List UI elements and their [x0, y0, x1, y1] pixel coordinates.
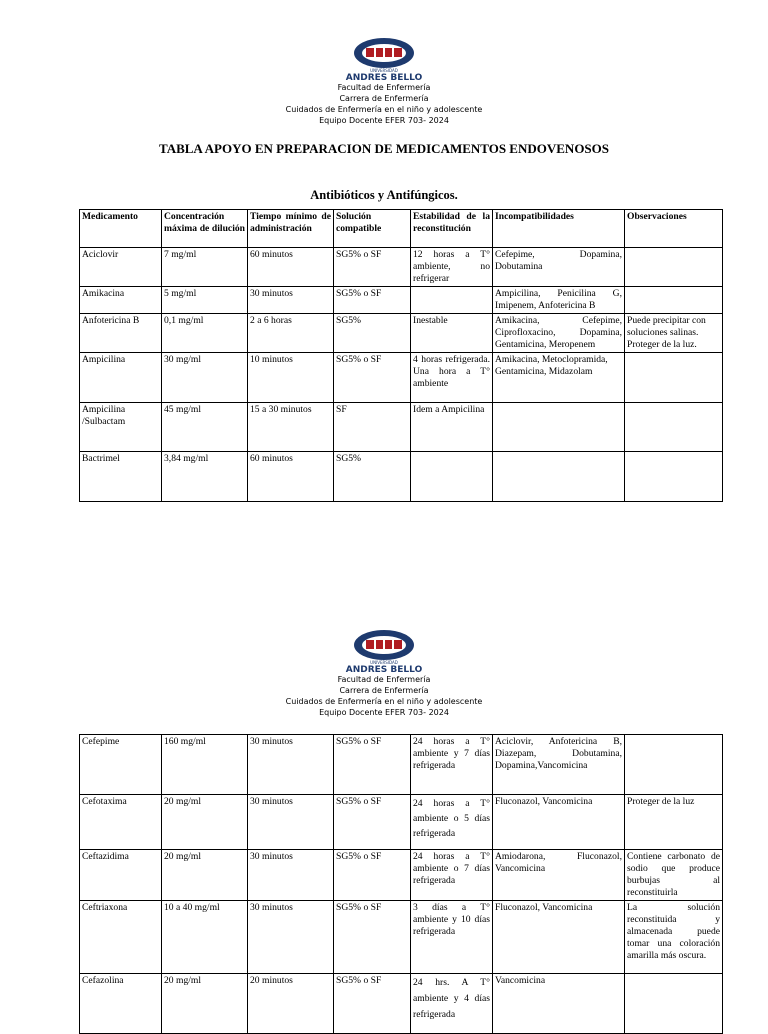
- cell-time: 60 minutos: [248, 248, 334, 287]
- cell-conc: 45 mg/ml: [162, 403, 248, 452]
- cell-sol: SG5%: [334, 452, 411, 502]
- table-row: [80, 901, 723, 974]
- cell-med: Ceftazidima: [80, 850, 162, 901]
- cell-sol: SG5% o SF: [334, 735, 411, 795]
- cell-stab: 24 horas a T° ambiente y 7 días refrigerada: [411, 735, 493, 795]
- cell-obs: [625, 287, 723, 314]
- cell-time: 2 a 6 horas: [248, 314, 334, 353]
- cell-conc: 30 mg/ml: [162, 353, 248, 403]
- cell-incomp: Amiodarona, Fluconazol, Vancomicina: [493, 850, 625, 901]
- table-row: [80, 353, 723, 403]
- cell-med: Amikacina: [80, 287, 162, 314]
- cell-med: Cefotaxima: [80, 795, 162, 850]
- page-header-2: [0, 628, 768, 718]
- table-row: [80, 248, 723, 287]
- cell-conc: 5 mg/ml: [162, 287, 248, 314]
- table-row: [80, 795, 723, 850]
- cell-obs: [625, 248, 723, 287]
- cell-med: Ceftriaxona: [80, 901, 162, 974]
- team-line: Equipo Docente EFER 703- 2024: [319, 708, 449, 717]
- cell-sol: SG5% o SF: [334, 248, 411, 287]
- cell-obs: [625, 403, 723, 452]
- page-header: [0, 36, 768, 126]
- cell-incomp: Vancomicina: [493, 974, 625, 1034]
- cell-obs: La solución reconstituida y almacenada puede tomar una coloración amarilla más oscura.: [625, 901, 723, 974]
- career-line: Carrera de Enfermería: [339, 94, 429, 103]
- cell-stab: 3 días a T° ambiente y 10 días refrigerada: [411, 901, 493, 974]
- cell-stab: 4 horas refrigerada. Una hora a T° ambiente: [411, 353, 493, 403]
- svg-text:ANDRES BELLO: ANDRES BELLO: [345, 73, 423, 82]
- col-header: Solución compatible: [334, 210, 411, 248]
- cell-conc: 7 mg/ml: [162, 248, 248, 287]
- cell-sol: SG5% o SF: [334, 850, 411, 901]
- career-line: Carrera de Enfermería: [339, 686, 429, 695]
- cell-incomp: Fluconazol, Vancomicina: [493, 795, 625, 850]
- svg-text:UNIVERSIDAD: UNIVERSIDAD: [370, 68, 398, 73]
- cell-conc: 20 mg/ml: [162, 850, 248, 901]
- cell-conc: 10 a 40 mg/ml: [162, 901, 248, 974]
- cell-obs: [625, 353, 723, 403]
- table-row: [80, 974, 723, 1034]
- cell-stab: 24 horas a T° ambiente o 7 días refrigerada: [411, 850, 493, 901]
- col-header: Estabilidad de la reconstitución: [411, 210, 493, 248]
- cell-med: Cefepime: [80, 735, 162, 795]
- cell-conc: 3,84 mg/ml: [162, 452, 248, 502]
- cell-sol: SG5% o SF: [334, 795, 411, 850]
- cell-obs: Proteger de la luz: [625, 795, 723, 850]
- document-title: TABLA APOYO EN PREPARACION DE MEDICAMENTOS ENDOVENOSOS: [159, 141, 609, 156]
- section-subtitle: Antibióticos y Antifúngicos.: [310, 188, 458, 202]
- cell-time: 20 minutos: [248, 974, 334, 1034]
- cell-obs: Contiene carbonato de sodio que produce burbujas al reconstituirla: [625, 850, 723, 901]
- svg-text:ANDRES BELLO: ANDRES BELLO: [345, 665, 423, 674]
- cell-sol: SG5% o SF: [334, 901, 411, 974]
- cell-incomp: Fluconazol, Vancomicina: [493, 901, 625, 974]
- cell-obs: [625, 452, 723, 502]
- cell-med: Aciclovir: [80, 248, 162, 287]
- cell-med: Anfotericina B: [80, 314, 162, 353]
- cell-sol: SG5%: [334, 314, 411, 353]
- cell-incomp: Ampicilina, Penicilina G, Imipenem, Anfotericina B: [493, 287, 625, 314]
- cell-med: Ampicilina /Sulbactam: [80, 403, 162, 452]
- cell-med: Ampicilina: [80, 353, 162, 403]
- cell-obs: [625, 974, 723, 1034]
- col-header: Incompatibilidades: [493, 210, 625, 248]
- table-row: [80, 735, 723, 795]
- col-header: Observaciones: [625, 210, 723, 248]
- cell-stab: Idem a Ampicilina: [411, 403, 493, 452]
- cell-time: 15 a 30 minutos: [248, 403, 334, 452]
- col-header: Medicamento: [80, 210, 162, 248]
- cell-sol: SF: [334, 403, 411, 452]
- cell-incomp: Amikacina, Metoclopramida, Gentamicina, Midazolam: [493, 353, 625, 403]
- cell-incomp: Cefepime, Dopamina, Dobutamina: [493, 248, 625, 287]
- cell-time: 30 minutos: [248, 901, 334, 974]
- cell-conc: 160 mg/ml: [162, 735, 248, 795]
- table-row: [80, 452, 723, 502]
- course-line: Cuidados de Enfermería en el niño y adolescente: [285, 697, 483, 706]
- cell-stab: Inestable: [411, 314, 493, 353]
- col-header: Tiempo mínimo de administración: [248, 210, 334, 248]
- faculty-line: Facultad de Enfermería: [337, 675, 431, 684]
- cell-sol: SG5% o SF: [334, 974, 411, 1034]
- cell-obs: [625, 735, 723, 795]
- cell-time: 60 minutos: [248, 452, 334, 502]
- cell-incomp: Aciclovir, Anfotericina B, Diazepam, Dobutamina, Dopamina,Vancomicina: [493, 735, 625, 795]
- table-row: [80, 287, 723, 314]
- medication-table-2: [79, 734, 723, 1034]
- cell-stab: 24 horas a T° ambiente o 5 días refrigerada: [411, 795, 493, 850]
- course-line: Cuidados de Enfermería en el niño y adolescente: [285, 105, 483, 114]
- cell-med: Bactrimel: [80, 452, 162, 502]
- university-logo: [329, 628, 439, 674]
- table-row: [80, 850, 723, 901]
- cell-time: 30 minutos: [248, 850, 334, 901]
- cell-incomp: [493, 452, 625, 502]
- table-header-row: [80, 210, 723, 248]
- table-row: [80, 314, 723, 353]
- cell-time: 10 minutos: [248, 353, 334, 403]
- cell-stab: [411, 452, 493, 502]
- svg-text:UNIVERSIDAD: UNIVERSIDAD: [370, 660, 398, 665]
- cell-conc: 20 mg/ml: [162, 795, 248, 850]
- university-logo: [329, 36, 439, 82]
- cell-sol: SG5% o SF: [334, 287, 411, 314]
- cell-med: Cefazolina: [80, 974, 162, 1034]
- cell-conc: 0,1 mg/ml: [162, 314, 248, 353]
- cell-stab: 12 horas a T° ambiente, no refrigerar: [411, 248, 493, 287]
- cell-stab: [411, 287, 493, 314]
- faculty-line: Facultad de Enfermería: [337, 83, 431, 92]
- cell-conc: 20 mg/ml: [162, 974, 248, 1034]
- cell-obs: Puede precipitar con soluciones salinas. Proteger de la luz.: [625, 314, 723, 353]
- cell-stab: 24 hrs. A T° ambiente y 4 días refrigerada: [411, 974, 493, 1034]
- cell-time: 30 minutos: [248, 735, 334, 795]
- cell-incomp: [493, 403, 625, 452]
- cell-sol: SG5% o SF: [334, 353, 411, 403]
- cell-time: 30 minutos: [248, 287, 334, 314]
- table-row: [80, 403, 723, 452]
- medication-table-1: [79, 209, 723, 502]
- cell-incomp: Amikacina, Cefepime, Ciprofloxacino, Dopamina, Gentamicina, Meropenem: [493, 314, 625, 353]
- team-line: Equipo Docente EFER 703- 2024: [319, 116, 449, 125]
- cell-time: 30 minutos: [248, 795, 334, 850]
- col-header: Concentración máxima de dilución: [162, 210, 248, 248]
